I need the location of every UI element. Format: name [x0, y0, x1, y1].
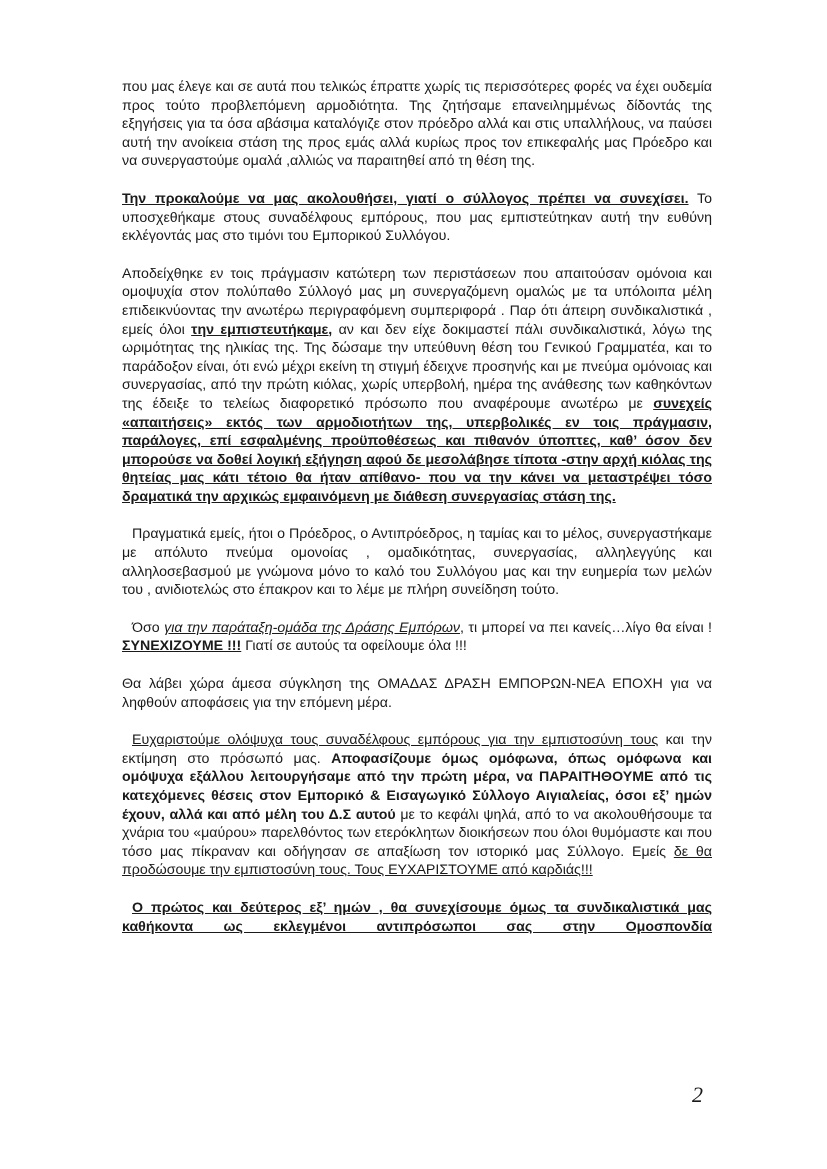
emphasis-text: Ευχαριστούμε ολόψυχα τους συναδέλφους εμπόρους για την εμπιστοσύνη τους	[132, 732, 659, 749]
emphasis-text: την εμπιστευτήκαμε,	[191, 321, 333, 338]
paragraph-7	[122, 731, 712, 880]
page-number: 2	[692, 1082, 703, 1107]
paragraph-text: Αποδείχθηκε εν τοις πράγμασιν κατώτερη των περιστάσεων που απαιτούσαν ομόνοια και ομοψυχία στον πολύπαθο Σύλλογό μας μη συνεργαζόμενη ομαλώς με τα υπόλοιπα μέλη επιδεικνύοντας την ανωτέρω περιγραφόμενη συμπεριφορά . Παρ ότι άπειρη συνδικαλιστικά , εμείς όλοι	[122, 265, 712, 338]
paragraph-4: Πραγματικά εμείς, ήτοι ο Πρόεδρος, ο Αντιπρόεδρος, η ταμίας και το μέλος, συνεργαστήκαμε με απόλυτο πνεύμα ομονοίας , ομαδικότητας, συνεργασίας, αλληλεγγύης και αλληλοσεβασμού με γνώμονα μόνο το καλό του Συλλόγου μας και την ευημερία των μελών του , ανιδιοτελώς στο έπακρον και το λέμε με πλήρη συνείδηση τούτο.	[122, 526, 712, 599]
document-body	[122, 78, 712, 936]
paragraph-3	[122, 265, 712, 507]
paragraph-5	[122, 619, 712, 656]
emphasis-text: Ο πρώτος και δεύτερος εξ’ ημών , θα συνεχίσουμε όμως τα συνδικαλιστικά μας καθήκοντα ως εκλεγμένοι αντιπρόσωποι σας στην Ομοσπονδία	[122, 899, 712, 935]
paragraph-text: , τι μπορεί να πει κανείς…λίγο θα είναι !	[459, 619, 712, 636]
paragraph-6: Θα λάβει χώρα άμεσα σύγκληση της ΟΜΑΔΑΣ ΔΡΑΣΗ ΕΜΠΟΡΩΝ-ΝΕΑ ΕΠΟΧΗ για να ληφθούν αποφάσεις για την επόμενη μέρα.	[122, 676, 712, 711]
bold-text: Αποφασίζουμε όμως ομόφωνα, όπως ομόφωνα και ομόψυχα εξάλλου λειτουργήσαμε από την πρώτη μέρα, να ΠΑΡΑΙΤΗΘΟΥΜΕ από τις κατεχόμενες θέσεις στον Εμπορικό & Εισαγωγικό Σύλλογο Αιγιαλείας, όσοι εξ’ ημών έχουν, αλλά και από μέλη του Δ.Σ αυτού	[122, 750, 712, 823]
paragraph-text: αν και δεν είχε δοκιμαστεί πάλι συνδικαλιστικά, λόγω της ωριμότητας της ηλικίας της. Της δώσαμε την υπεύθυνη θέση του Γενικού Γραμματέα, και το παράδοξον είναι, ότι ενώ μέχρι εκείνη τη στιγμή έδειχνε προσηνής και με πνεύμα ομόνοιας και συνεργασίας, από την πρώτη κιόλας, χωρίς υπερβολή, ημέρα της ανάθεσης των καθηκόντων της έδειξε το τελείως διαφορετικό πρόσωπο που αναφέρουμε ανωτέρω με	[122, 321, 712, 412]
paragraph-text: και την εκτίμηση στο πρόσωπό μας.	[122, 732, 712, 767]
paragraph-1: που μας έλεγε και σε αυτά που τελικώς έπραττε χωρίς τις περισσότερες φορές να έχει ουδεμία προς τούτο προβλεπόμενη αρμοδιότητα. Της ζητήσαμε επανειλημμένως δίδοντάς της εξηγήσεις για τα όσα αβάσιμα καταλόγιζε στον πρόεδρο αλλά και στις υπαλλήλους, να παύσει αυτή την ανοίκεια στάση της προς εμάς αλλά κυρίως προς τον επικεφαλής μας Πρόεδρο και να συνεργαστούμε ομαλά ,αλλιώς να παραιτηθεί από τη θέση της.	[122, 79, 712, 170]
emphasis-text: Την προκαλούμε να μας ακολουθήσει, γιατί ο σύλλογος πρέπει να συνεχίσει.	[122, 190, 689, 207]
emphasis-text: δε θα προδώσουμε την εμπιστοσύνη τους. Τους ΕΥΧΑΡΙΣΤΟΥΜΕ από καρδιάς!!!	[122, 843, 712, 879]
emphasis-text: ΣΥΝΕΧΙΖΟΥΜΕ !!!	[122, 638, 242, 655]
paragraph-text: με το κεφάλι ψηλά, από το να ακολουθήσουμε τα χνάρια του «μαύρου» παρελθόντος των ετερόκλητων διοικήσεων που όλοι θυμόμαστε και που τόσο μας πίκραναν και οδήγησαν σε απαξίωση τον ιστορικό μας Σύλλογο. Εμείς	[122, 806, 712, 860]
paragraph-2	[122, 190, 712, 246]
paragraph-8	[122, 899, 712, 936]
emphasis-text: για την παράταξη-ομάδα της Δράσης Εμπόρων	[164, 619, 460, 636]
paragraph-text: Γιατί σε αυτούς τα οφείλουμε όλα !!!	[241, 638, 467, 655]
emphasis-text: συνεχείς «απαιτήσεις» εκτός των αρμοδιοτήτων της, υπερβολικές εν τοις πράγμασιν, παράλογες, επί εσφαλμένης προϋποθέσεως και πιθανόν ύποπτες, καθ’ όσον δεν μπορούσε να δοθεί λογική εξήγηση αφού δε μεσολάβησε τίποτα -στην αρχή κιόλας της θητείας μας κάτι τέτοιο θα ήταν απίθανο- που να την κάνει να μεταστρέψει τόσο δραματικά την αρχικώς εμφαινόμενη με διάθεση συνεργασίας στάση της.	[122, 395, 712, 505]
paragraph-text: Το υποσχεθήκαμε στους συναδέλφους εμπόρους, που μας εμπιστεύτηκαν αυτή την ευθύνη εκλέγοντάς μας στο τιμόνι του Εμπορικού Συλλόγου.	[122, 190, 712, 245]
paragraph-text: Όσο	[132, 619, 165, 636]
